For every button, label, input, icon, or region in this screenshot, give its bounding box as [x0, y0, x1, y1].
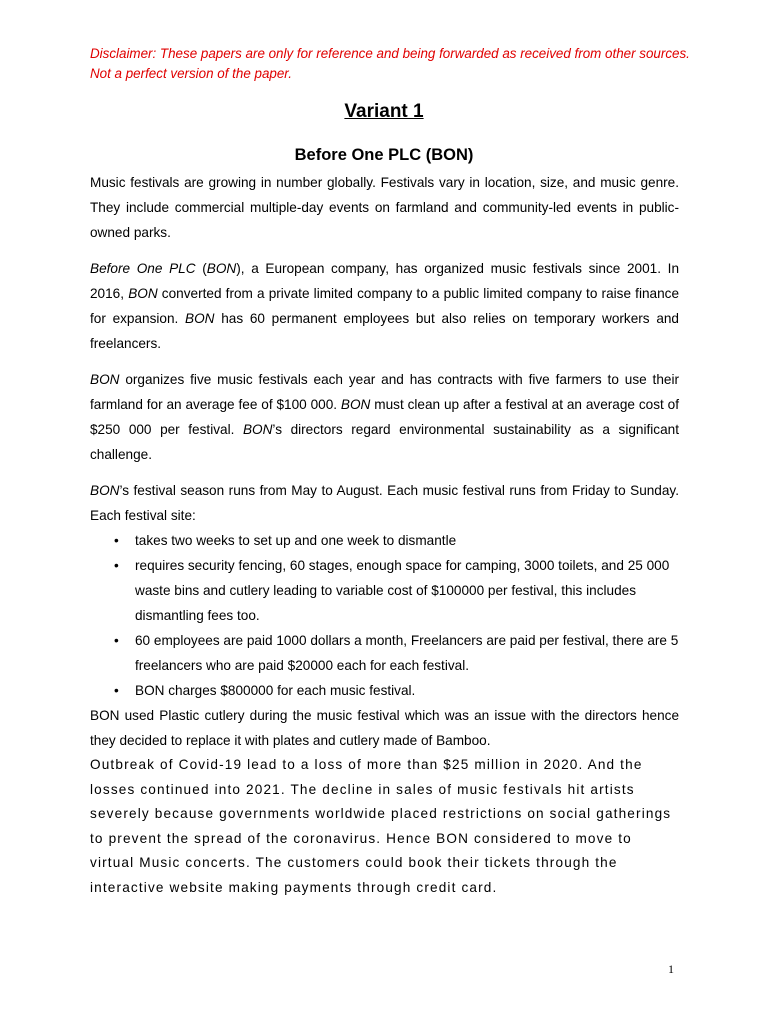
paragraph-company	[90, 256, 679, 356]
list-item-text: 60 employees are paid 1000 dollars a month, Freelancers are paid per festival, there are 5 freelancers who are paid $20000 each for each festival.	[135, 633, 679, 673]
bullet-symbol: •	[114, 683, 119, 698]
paragraph-cutlery: BON used Plastic cutlery during the music festival which was an issue with the directors hence they decided to replace it with plates and cutlery made of Bamboo.	[90, 708, 679, 748]
company-abbrev: BON	[90, 483, 120, 498]
list-item-text: requires security fencing, 60 stages, enough space for camping, 3000 toilets, and 25 000 waste bins and cutlery leading to variable cost of $100000 per festival, this includes dismantling fees too.	[135, 558, 670, 623]
company-abbrev: BON	[206, 261, 237, 276]
text-fragment: has 60 permanent employees but also relies on temporary workers and freelancers.	[90, 311, 679, 351]
bullet-symbol: •	[114, 558, 119, 573]
list-item-text: takes two weeks to set up and one week to dismantle	[135, 533, 457, 548]
company-name: Before One PLC	[90, 261, 196, 276]
festival-site-list	[90, 528, 679, 703]
list-item	[114, 528, 679, 553]
text-fragment: organizes five music festivals each year and has contracts with five farmers to use their farmland for an average fee of $100 000.	[90, 372, 679, 412]
variant-title: Variant 1	[344, 101, 424, 122]
text-fragment: must clean up after a festival at an average cost of $250 000 per festival.	[90, 397, 679, 437]
text-fragment: (	[195, 261, 207, 276]
company-abbrev: BON	[185, 311, 215, 326]
company-abbrev: BON	[128, 286, 158, 301]
list-item	[114, 553, 679, 628]
case-body	[90, 170, 679, 900]
list-item	[114, 678, 679, 703]
page-number: 1	[668, 962, 674, 976]
bullet-symbol: •	[114, 633, 119, 648]
text-fragment: converted from a private limited company to a public limited company to raise finance for expansion.	[90, 286, 680, 326]
bullet-symbol: •	[114, 533, 119, 548]
paragraph-covid: Outbreak of Covid-19 lead to a loss of more than $25 million in 2020. And the losses continued into 2021. The decline in sales of music festivals hit artists severely because governments worldwide placed restrictions on social gatherings to prevent the spread of the coronavirus. Hence BON considered to move to virtual Music concerts. The customers could book their tickets through the interactive website making payments through credit card.	[90, 757, 672, 895]
company-abbrev: BON	[242, 422, 273, 437]
disclaimer: Disclaimer: These papers are only for reference and being forwarded as received from other sources. Not a perfect version of the paper.	[90, 46, 690, 81]
company-abbrev: BON	[340, 397, 371, 412]
case-title: Before One PLC (BON)	[294, 146, 474, 164]
text-fragment: ’s directors regard environmental sustainability as a significant challenge.	[90, 422, 679, 462]
paragraph-intro: Music festivals are growing in number globally. Festivals vary in location, size, and music genre. They include commercial multiple-day events on farmland and community-led events in public-owned parks.	[90, 175, 679, 240]
text-fragment: ), a European company, has organized music festivals since 2001. In 2016,	[90, 261, 679, 301]
company-abbrev: BON	[90, 372, 120, 387]
paragraph-season	[90, 478, 679, 528]
paragraph-festivals	[90, 367, 679, 467]
list-item-text: BON charges $800000 for each music festival.	[135, 683, 416, 698]
text-fragment: ’s festival season runs from May to August. Each music festival runs from Friday to Sunday. Each festival site:	[90, 483, 679, 523]
list-item	[114, 628, 679, 678]
